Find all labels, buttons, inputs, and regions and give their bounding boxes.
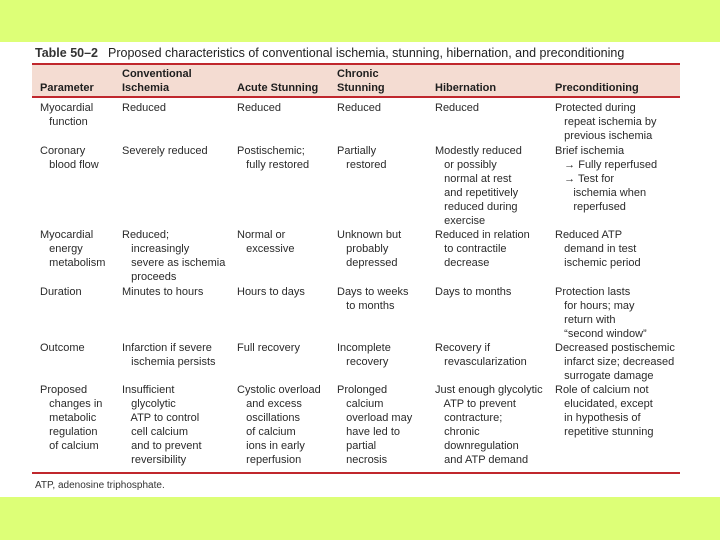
table-cell: Myocardial energy metabolism bbox=[40, 229, 106, 269]
table-cell: Postischemic; fully restored bbox=[237, 145, 310, 171]
table-cell: Reduced ATP demand in test ischemic period bbox=[555, 229, 641, 269]
table-cell: Reduced bbox=[435, 102, 480, 114]
header-acute-stunning: Acute Stunning bbox=[237, 82, 319, 94]
table-title: Proposed characteristics of conventional ischemia, stunning, hibernation, and preconditioning bbox=[108, 46, 625, 60]
header-parameter: Parameter bbox=[40, 82, 94, 94]
table-cell: Unknown but probably depressed bbox=[337, 229, 402, 269]
document-page bbox=[0, 42, 720, 497]
table-cell: Reduced bbox=[237, 102, 282, 114]
table-cell: Modestly reduced or possibly normal at rest and repetitively reduced during exercise bbox=[435, 145, 522, 227]
table-cell: Reduced bbox=[122, 102, 167, 114]
table-cell: Reduced; increasingly severe as ischemia proceeds bbox=[122, 229, 226, 283]
table-bottom-rule bbox=[32, 472, 680, 474]
table-cell: Severely reduced bbox=[122, 145, 208, 157]
table-cell: Full recovery bbox=[237, 342, 300, 354]
table-cell: Proposed changes in metabolic regulation of calcium bbox=[40, 384, 103, 452]
table-cell: Protected during repeat ischemia by previous ischemia bbox=[555, 102, 657, 142]
header-chronic-stunning: Chronic Stunning bbox=[337, 68, 385, 94]
table-number: Table 50–2 bbox=[35, 46, 99, 60]
table-cell: Recovery if revascularization bbox=[435, 342, 527, 368]
table-cell: Hours to days bbox=[237, 286, 305, 298]
table-cell: Coronary blood flow bbox=[40, 145, 99, 171]
table-cell: Duration bbox=[40, 286, 82, 298]
table-cell: Partially restored bbox=[337, 145, 387, 171]
table-cell: Prolonged calcium overload may have led to partial necrosis bbox=[337, 384, 413, 466]
table-cell: Infarction if severe ischemia persists bbox=[122, 342, 216, 368]
table-cell: Reduced bbox=[337, 102, 382, 114]
table-cell: Role of calcium not elucidated, except in hypothesis of repetitive stunning bbox=[555, 384, 654, 438]
header-bottom-rule bbox=[32, 96, 680, 98]
table-cell: Cystolic overload and excess oscillations of calcium ions in early reperfusion bbox=[237, 384, 321, 466]
table-cell: Days to weeks to months bbox=[337, 286, 409, 312]
header-conventional-ischemia: Conventional Ischemia bbox=[122, 68, 192, 94]
table-cell: Reduced in relation to contractile decrease bbox=[435, 229, 530, 269]
header-preconditioning: Preconditioning bbox=[555, 82, 639, 94]
table-footnote: ATP, adenosine triphosphate. bbox=[35, 480, 165, 491]
table-cell: Brief ischemia → Fully reperfused → Test for ischemia when reperfused bbox=[555, 145, 658, 213]
table-cell: Just enough glycolytic ATP to prevent contracture; chronic downregulation and ATP demand bbox=[435, 384, 543, 466]
header-hibernation: Hibernation bbox=[435, 82, 497, 94]
table-cell: Decreased postischemic infarct size; decreased surrogate damage bbox=[555, 342, 675, 382]
table-caption bbox=[35, 46, 624, 60]
table-cell: Insufficient glycolytic ATP to control cell calcium and to prevent reversibility bbox=[122, 384, 202, 466]
table-cell: Days to months bbox=[435, 286, 512, 298]
table-cell: Normal or excessive bbox=[237, 229, 295, 255]
table-cell: Protection lasts for hours; may return with “second window” bbox=[555, 286, 647, 340]
table-cell: Myocardial function bbox=[40, 102, 94, 128]
table-cell: Incomplete recovery bbox=[337, 342, 391, 368]
table-cell: Minutes to hours bbox=[122, 286, 204, 298]
table-cell: Outcome bbox=[40, 342, 85, 354]
